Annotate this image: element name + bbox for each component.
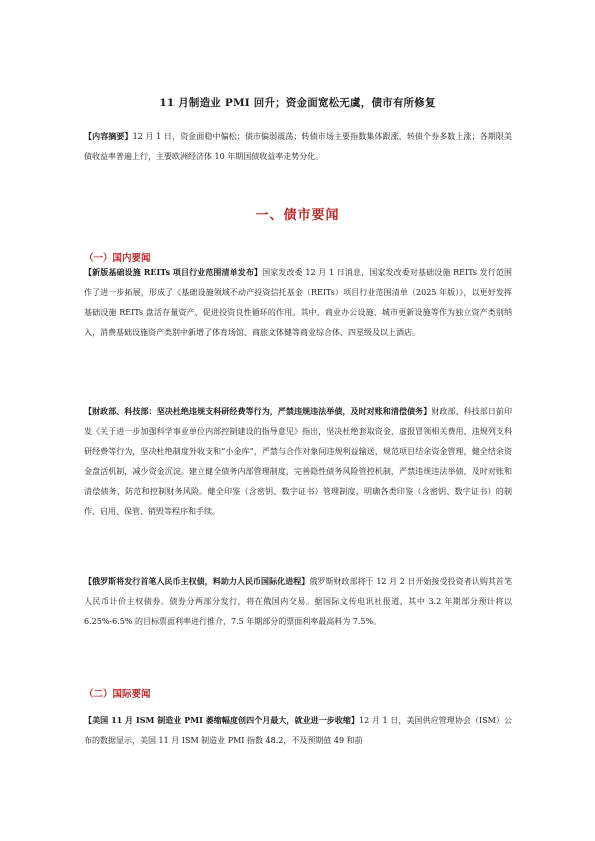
news-headline: 【美国 11 月 ISM 制造业 PMI 萎缩幅度创四个月最大，就业进一步收缩】 (84, 715, 360, 725)
news-item-ism-pmi (84, 710, 512, 751)
page-title: 11 月制造业 PMI 回升；资金面宽松无虞，债市有所修复 (159, 97, 436, 109)
news-body: 财政部、科技部日前印发《关于进一步加强科学事业单位内部控制建设的指导意见》指出，坚决杜绝套取资金、虚报冒领相关费用、违规列支科研经费等行为，坚决杜绝制度外收支和“小金库”，严禁与合作对象间违规利益输送，规范项目结余资金管理，健全结余资金盘活机制，减少资金沉淀。建立健全债务内部管理制度，完善隐性债务风险管控机制，严禁违规违法举债，及时对账和清偿债务，防范和控制财务风险。健全印鉴（含密钥、数字证书）管理制度，明确各类印鉴（含密钥、数字证书）的制作、启用、保管、销毁等程序和手续。 (84, 407, 513, 516)
news-body: 俄罗斯财政部将于 12 月 2 日开始接受投资者认购其首笔人民币计价主权债券。债券分两部分发行，将在俄国内交易。据国际文传电讯社报道，其中 3.2 年期部分预计将以 6.25%-6.5% 的目标票面利率进行推介，7.5 年期部分的票面利率最高料为 7.5%。 (84, 577, 512, 626)
summary-text: 12 月 1 日，资金面稳中偏松；债市偏弱震荡；转债市场主要指数集体跟涨，转债个券多数上涨；各期限美债收益率普遍上行，主要欧洲经济体 10 年期国债收益率走势分化。 (84, 132, 512, 161)
news-headline: 【财政部、科技部：坚决杜绝违规支科研经费等行为，严禁违规违法举债，及时对账和清偿债务】 (84, 406, 432, 416)
news-body: 国家发改委 12 月 1 日消息，国家发改委对基础设施 REITs 发行范围作了进一步拓展，形成了《基础设施领域不动产投资信托基金（REITs）项目行业范围清单（2025 年版）》，以更好发挥基础设施 REITs 盘活存量资产、促进投资良性循环的作用。其中，商业办公设施、城市更新设施等作为独立资产类别纳入，消费基础设施资产类别中新增了体育场馆、商旅文体健等商业综合体、四星级及以上酒店。 (84, 268, 512, 337)
summary-paragraph (84, 126, 512, 167)
news-headline: 【新版基础设施 REITs 项目行业范围清单发布】 (84, 267, 263, 277)
news-headline: 【俄罗斯将发行首笔人民币主权债，料助力人民币国际化进程】 (84, 576, 310, 586)
news-item-mof-most (84, 401, 512, 522)
news-body: 12 月 1 日，美国供应管理协会（ISM）公布的数据显示，美国 11 月 ISM 制造业 PMI 指数 48.2，不及预期值 49 和前 (84, 716, 512, 745)
news-item-reits (84, 262, 512, 343)
summary-label: 【内容摘要】 (84, 131, 133, 141)
subsection-heading-international: （二）国际要闻 (84, 689, 151, 700)
subsection-heading-domestic: （一）国内要闻 (84, 253, 151, 264)
section-heading-bond-news: 一、债市要闻 (255, 208, 340, 223)
news-item-russia-bond (84, 571, 512, 632)
